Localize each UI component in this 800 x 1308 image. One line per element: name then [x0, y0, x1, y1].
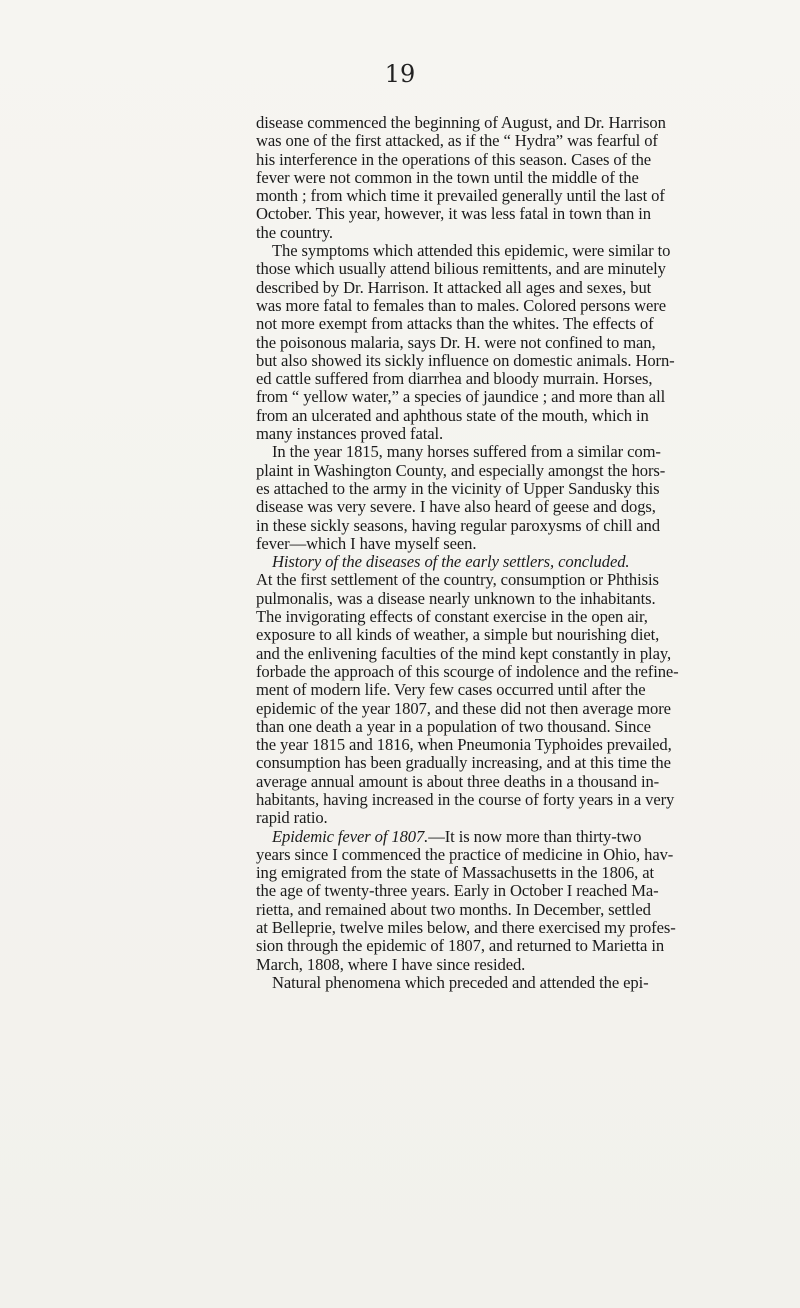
text-line: rietta, and remained about two months. In December, settled	[256, 899, 651, 919]
text-line: the age of twenty-three years. Early in October I reached Ma-	[256, 881, 659, 901]
text-line: but also showed its sickly influence on domestic animals. Horn-	[256, 350, 675, 370]
text-line: The symptoms which attended this epidemic, were similar to	[272, 241, 671, 261]
text-line: epidemic of the year 1807, and these did not then average more	[256, 698, 671, 718]
paragraph	[256, 553, 712, 827]
text-line: ing emigrated from the state of Massachusetts in the 1806, at	[256, 863, 655, 883]
text-line: ment of modern life. Very few cases occurred until after the	[256, 680, 646, 700]
text-line: was one of the first attacked, as if the “ Hydra” was fearful of	[256, 131, 658, 151]
text-line: rapid ratio.	[256, 808, 328, 828]
text-line: from “ yellow water,” a species of jaundice ; and more than all	[256, 387, 666, 407]
text-line: fever were not common in the town until the middle of the	[256, 167, 639, 187]
text-line: October. This year, however, it was less fatal in town than in	[256, 204, 651, 224]
section-heading: History of the diseases of the early settlers, concluded.	[272, 552, 630, 572]
text-line: the poisonous malaria, says Dr. H. were not confined to man,	[256, 332, 656, 352]
text-line: ed cattle suffered from diarrhea and bloody murrain. Horses,	[256, 369, 653, 389]
text-line: In the year 1815, many horses suffered from a similar com-	[272, 442, 661, 462]
text-line: exposure to all kinds of weather, a simple but nourishing diet,	[256, 625, 660, 645]
paragraph	[256, 828, 712, 974]
text-line: pulmonalis, was a disease nearly unknown to the inhabitants.	[256, 588, 656, 608]
text-line: disease was very severe. I have also heard of geese and dogs,	[256, 497, 656, 517]
text-line: those which usually attend bilious remittents, and are minutely	[256, 259, 666, 279]
text-line: At the first settlement of the country, consumption or Phthisis	[256, 570, 659, 590]
paragraph	[256, 114, 712, 242]
text-line: disease commenced the beginning of August, and Dr. Harrison	[256, 113, 666, 132]
text-line: than one death a year in a population of two thousand. Since	[256, 716, 651, 736]
paragraph	[256, 443, 712, 553]
text-line: the year 1815 and 1816, when Pneumonia Typhoides prevailed,	[256, 735, 672, 755]
text-line: was more fatal to females than to males. Colored persons were	[256, 295, 666, 315]
paragraph	[256, 242, 712, 443]
text-line: at Belleprie, twelve miles below, and there exercised my profes-	[256, 918, 676, 938]
text-line: Natural phenomena which preceded and attended the epi-	[272, 972, 649, 992]
text-line: forbade the approach of this scourge of indolence and the refine-	[256, 661, 679, 681]
text-line: consumption has been gradually increasing, and at this time the	[256, 753, 671, 773]
text-line: from an ulcerated and aphthous state of the mouth, which in	[256, 405, 649, 425]
text-line	[256, 828, 712, 846]
text-line: month ; from which time it prevailed generally until the last of	[256, 186, 665, 206]
text-line: and the enlivening faculties of the mind kept constantly in play,	[256, 643, 671, 663]
text-line: average annual amount is about three deaths in a thousand in-	[256, 771, 660, 791]
text-line: his interference in the operations of this season. Cases of the	[256, 149, 652, 169]
text-line: March, 1808, where I have since resided.	[256, 954, 526, 974]
text-line: described by Dr. Harrison. It attacked all ages and sexes, but	[256, 277, 652, 297]
text-line: habitants, having increased in the course of forty years in a very	[256, 789, 675, 809]
text-line: years since I commenced the practice of medicine in Ohio, hav-	[256, 844, 674, 864]
text-line: in these sickly seasons, having regular paroxysms of chill and	[256, 515, 660, 535]
text-line: plaint in Washington County, and especially amongst the hors-	[256, 460, 666, 480]
text-line: the country.	[256, 222, 333, 242]
text-line: sion through the epidemic of 1807, and returned to Marietta in	[256, 936, 665, 956]
text-line: not more exempt from attacks than the whites. The effects of	[256, 314, 654, 334]
text-line: The invigorating effects of constant exercise in the open air,	[256, 607, 648, 627]
page-number: 19	[384, 60, 416, 88]
section-heading: Epidemic fever of 1807.	[272, 826, 429, 846]
text-line: es attached to the army in the vicinity of Upper Sandusky this	[256, 478, 660, 498]
text-line: many instances proved fatal.	[256, 424, 444, 444]
paragraph	[256, 974, 712, 992]
text-fragment: —It is now more than thirty-two	[428, 826, 642, 846]
body-text	[256, 114, 712, 992]
text-line: fever—which I have myself seen.	[256, 533, 477, 553]
